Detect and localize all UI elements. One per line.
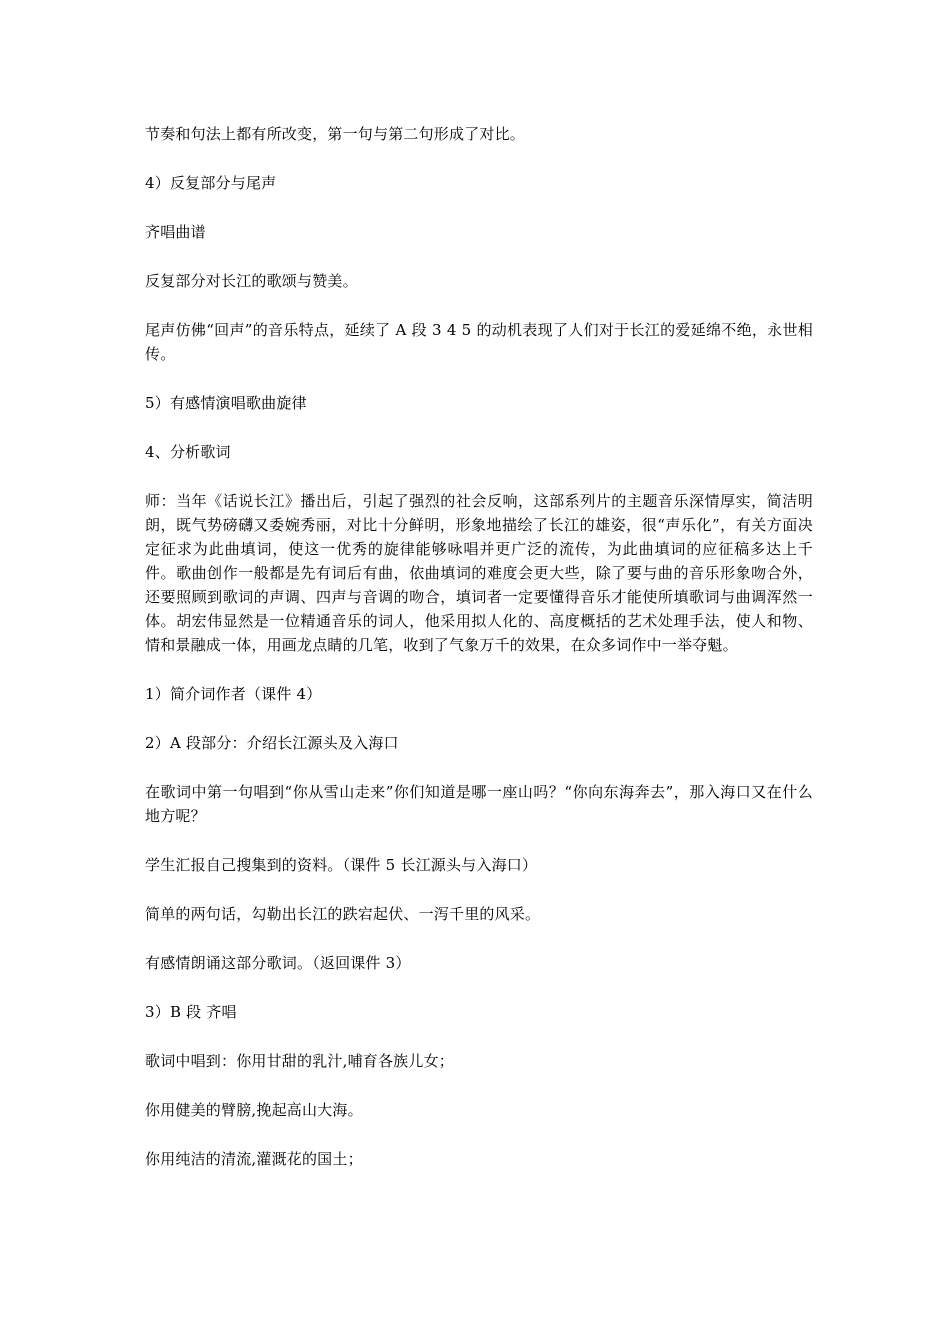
section-heading: 2）A 段部分：介绍长江源头及入海口	[145, 734, 399, 752]
lyric-line: 你用纯洁的清流,灌溉花的国土；	[145, 1150, 363, 1168]
section-heading: 4、分析歌词	[145, 443, 231, 461]
paragraph: 师：当年《话说长江》播出后，引起了强烈的社会反响，这部系列片的主题音乐深情厚实，简洁明朗，既气势磅礴又委婉秀丽，对比十分鲜明，形象地描绘了长江的雄姿，很“声乐化”，有关方面决定征求为此曲填词，使这一优秀的旋律能够咏唱并更广泛的流传，为此曲填词的应征稿多达上千件。歌曲创作一般都是先有词后有曲，依曲填词的难度会更大些，除了要与曲的音乐形象吻合外，还要照顾到歌词的声调、四声与音调的吻合，填词者一定要懂得音乐才能使所填歌词与曲调浑然一体。胡宏伟显然是一位精通音乐的词人，他采用拟人化的、高度概括的艺术处理手法，使人和物、情和景融成一体，用画龙点睛的几笔，收到了气象万千的效果，在众多词作中一举夺魁。	[145, 492, 813, 654]
paragraph: 有感情朗诵这部分歌词。（返回课件 3）	[145, 954, 411, 972]
document-body	[145, 122, 813, 1196]
paragraph: 齐唱曲谱	[145, 223, 206, 241]
paragraph: 反复部分对长江的歌颂与赞美。	[145, 272, 358, 290]
paragraph: 尾声仿佛“回声”的音乐特点，延续了 A 段 3 4 5 的动机表现了人们对于长江的爱延绵不绝，永世相传。	[145, 321, 813, 363]
section-heading: 1）简介词作者（课件 4）	[145, 685, 322, 703]
paragraph: 学生汇报自己搜集到的资料。（课件 5 长江源头与入海口）	[145, 856, 538, 874]
lyric-line: 你用健美的臂膀,挽起高山大海。	[145, 1101, 363, 1119]
paragraph: 简单的两句话，勾勒出长江的跌宕起伏、一泻千里的风采。	[145, 905, 541, 923]
section-heading: 5）有感情演唱歌曲旋律	[145, 394, 307, 412]
section-heading: 4）反复部分与尾声	[145, 174, 277, 192]
section-heading: 3）B 段 齐唱	[145, 1003, 237, 1021]
lyric-line: 歌词中唱到：你用甘甜的乳汁,哺育各族儿女；	[145, 1052, 454, 1070]
paragraph: 在歌词中第一句唱到“你从雪山走来”你们知道是哪一座山吗？“你向东海奔去”，那入海口又在什么地方呢？	[145, 783, 813, 825]
paragraph: 节奏和句法上都有所改变，第一句与第二句形成了对比。	[145, 125, 526, 143]
